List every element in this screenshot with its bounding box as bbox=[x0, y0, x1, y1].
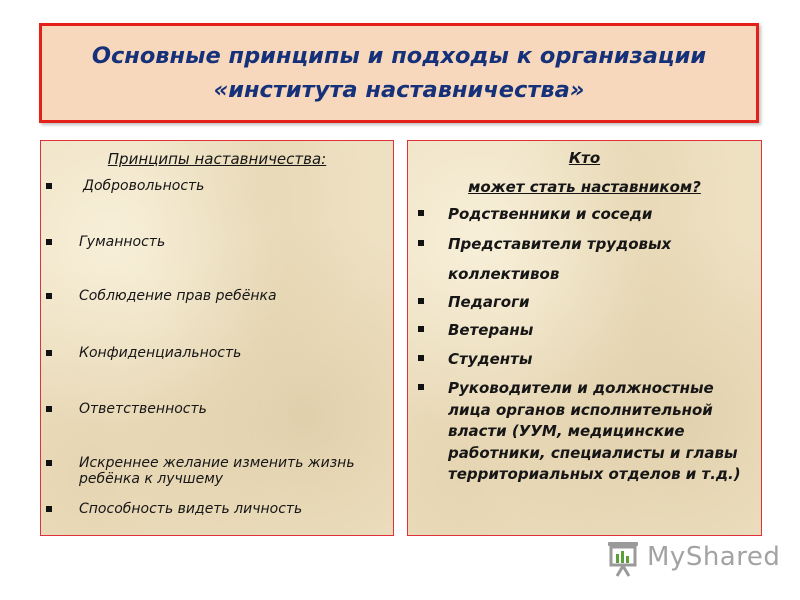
list-item-text: Ветераны bbox=[448, 321, 534, 339]
list-item-text: коллективов bbox=[448, 265, 560, 283]
list-item bbox=[83, 178, 393, 194]
list-item-continuation bbox=[448, 264, 756, 284]
list-item bbox=[79, 345, 389, 361]
list-item bbox=[448, 349, 756, 369]
list-item-text: Педагоги bbox=[448, 293, 530, 311]
bullet-icon bbox=[46, 506, 52, 512]
bullet-icon bbox=[418, 384, 424, 390]
list-item-text: Представители трудовых bbox=[448, 235, 672, 253]
who-can-be-mentor-panel bbox=[407, 140, 762, 536]
bullet-icon bbox=[418, 240, 424, 246]
bullet-icon bbox=[418, 355, 424, 361]
bullet-icon bbox=[46, 239, 52, 245]
bullet-icon bbox=[46, 293, 52, 299]
list-item-text: Конфиденциальность bbox=[79, 345, 242, 361]
list-item bbox=[79, 401, 389, 417]
myshared-watermark bbox=[607, 538, 781, 580]
list-item bbox=[79, 455, 389, 487]
watermark-text: MyShared bbox=[647, 542, 781, 572]
mentor-heading-line2 bbox=[408, 178, 761, 196]
mentor-heading-line2-text: может стать наставником? bbox=[468, 178, 701, 196]
list-item-text: Добровольность bbox=[83, 178, 205, 194]
principles-panel bbox=[40, 140, 394, 536]
mentor-heading-line1-text: Кто bbox=[568, 149, 601, 167]
list-item-text: Родственники и соседи bbox=[448, 205, 653, 223]
list-item-text: Искреннее желание изменить жизнь ребёнка к лучшему bbox=[79, 455, 355, 487]
bullet-icon bbox=[46, 460, 52, 466]
bullet-icon bbox=[418, 326, 424, 332]
presentation-board-icon bbox=[607, 540, 641, 578]
bullet-icon bbox=[46, 183, 52, 189]
bullet-icon bbox=[46, 406, 52, 412]
list-item bbox=[448, 378, 756, 486]
principles-heading bbox=[41, 150, 393, 168]
list-item-text: Студенты bbox=[448, 350, 533, 368]
list-item bbox=[448, 204, 756, 224]
mentor-heading-line1 bbox=[408, 149, 761, 167]
list-item-text: Способность видеть личность bbox=[79, 501, 303, 517]
list-item-text: Гуманность bbox=[79, 234, 166, 250]
list-item-text: Руководители и должностные лица органов исполнительной власти (УУМ, медицинские работники, специалисты и главы территориальных отделов и т.д.) bbox=[448, 379, 741, 483]
list-item bbox=[79, 288, 389, 304]
title-box bbox=[39, 23, 759, 123]
list-item-text: Соблюдение прав ребёнка bbox=[79, 288, 277, 304]
slide-title: Основные принципы и подходы к организации «института наставничества» bbox=[91, 43, 707, 103]
list-item bbox=[448, 320, 756, 340]
bullet-icon bbox=[46, 350, 52, 356]
list-item-text: Ответственность bbox=[79, 401, 207, 417]
principles-heading-text: Принципы наставничества: bbox=[107, 150, 327, 168]
list-item bbox=[79, 234, 389, 250]
list-item bbox=[448, 234, 756, 254]
list-item bbox=[448, 292, 756, 312]
bullet-icon bbox=[418, 210, 424, 216]
list-item bbox=[79, 501, 389, 517]
bullet-icon bbox=[418, 298, 424, 304]
